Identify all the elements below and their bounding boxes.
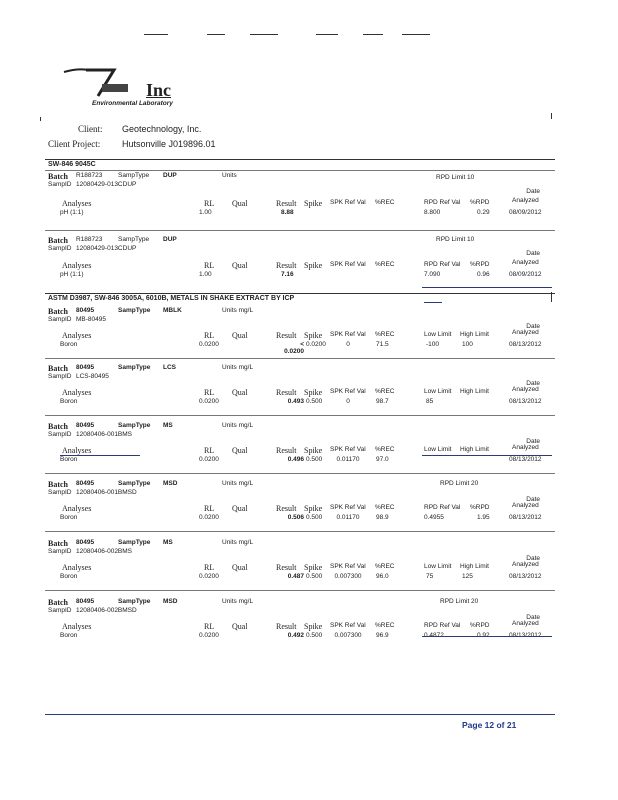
rpd-header: %RPD	[470, 504, 490, 511]
units-mgl: Units mg/L	[222, 422, 254, 429]
date-header-2: Analyzed	[512, 386, 539, 393]
samptype-label: SampType	[118, 539, 151, 546]
analyte-cell: Boron	[60, 573, 78, 580]
batch-label: Batch	[48, 539, 68, 548]
samptype-value: DUP	[163, 172, 177, 179]
rl-header: RL	[204, 563, 215, 572]
result-cell: 7.16	[281, 271, 294, 278]
samptype-label: SampType	[118, 364, 151, 371]
spike-header: Spike	[304, 199, 323, 208]
rec-cell: 98.9	[376, 514, 389, 521]
rec-header: %REC	[375, 331, 395, 338]
units-mgl: Units mg/L	[222, 539, 254, 546]
rl-cell: 0.0200	[199, 632, 219, 639]
result-header: Result	[276, 261, 297, 270]
date-header-1: Date	[526, 555, 540, 562]
rpd-limit: RPD Limit 10	[436, 236, 475, 243]
batch-value: 80495	[76, 307, 95, 314]
date-header-1: Date	[526, 438, 540, 445]
low-cell: 75	[426, 573, 434, 580]
high-header: High Limit	[460, 563, 489, 570]
block-rule	[45, 415, 555, 416]
batch-value: R188723	[76, 172, 103, 179]
result-header: Result	[276, 199, 297, 208]
rl-cell: 0.0200	[199, 398, 219, 405]
batch-value: 80495	[76, 364, 95, 371]
rpd-header: %RPD	[470, 261, 490, 268]
date-header-1: Date	[526, 380, 540, 387]
samptype-label: SampType	[118, 307, 151, 314]
spike-header: Spike	[304, 388, 323, 397]
high-header: High Limit	[460, 446, 489, 453]
date-header-1: Date	[526, 188, 540, 195]
sampid-value: LCS-80495	[76, 373, 109, 380]
sampid-value: 12080429-013CDUP	[76, 245, 137, 252]
rec-cell: 71.5	[376, 341, 389, 348]
result-cell: 0.493	[287, 398, 304, 405]
spkref-header: SPK Ref Val	[330, 261, 366, 268]
analyses-header: Analyses	[62, 504, 92, 513]
rl-header: RL	[204, 199, 215, 208]
spike-header: Spike	[304, 331, 323, 340]
qual-header: Qual	[232, 331, 248, 340]
top-mark-5	[363, 34, 383, 35]
date-cell: 08/13/2012	[509, 398, 542, 405]
rl-cell: 0.0200	[199, 573, 219, 580]
rpdref-header: RPD Ref Val	[424, 261, 461, 268]
result-header: Result	[276, 388, 297, 397]
rec-header: %REC	[375, 563, 395, 570]
samptype-value: MBLK	[163, 307, 182, 314]
date-header-2: Analyzed	[512, 502, 539, 509]
rpdref-cell: 7.090	[424, 271, 441, 278]
date-header-1: Date	[526, 614, 540, 621]
sampid-label: SampID	[48, 431, 72, 438]
spkref-cell: 0.007300	[334, 573, 362, 580]
analyte-cell: Boron	[60, 398, 78, 405]
samptype-value: MS	[163, 422, 173, 429]
high-cell: 100	[462, 341, 473, 348]
rpd-header: %RPD	[470, 622, 490, 629]
spike-header: Spike	[304, 446, 323, 455]
section-rule	[45, 293, 555, 294]
rl-cell: 0.0200	[199, 456, 219, 463]
rl-cell: 1.00	[199, 209, 212, 216]
low-cell: 85	[426, 398, 434, 405]
high-header: High Limit	[460, 331, 489, 338]
samptype-value: MSD	[163, 598, 178, 605]
rec-cell: 97.0	[376, 456, 389, 463]
result-cell: < 0.0200	[284, 341, 304, 355]
sampid-label: SampID	[48, 548, 72, 555]
spike-header: Spike	[304, 504, 323, 513]
spkref-cell: 0	[346, 398, 350, 405]
section-rule	[45, 159, 555, 160]
batch-value: R188723	[76, 236, 103, 243]
sampid-label: SampID	[48, 316, 72, 323]
samptype-value: DUP	[163, 236, 177, 243]
result-cell: 8.88	[281, 209, 294, 216]
rec-cell: 96.9	[376, 632, 389, 639]
qual-header: Qual	[232, 622, 248, 631]
rpd-cell: 0.29	[477, 209, 490, 216]
analyses-header: Analyses	[62, 622, 92, 631]
sampid-label: SampID	[48, 181, 72, 188]
block-rule	[422, 287, 552, 288]
qual-header: Qual	[232, 446, 248, 455]
samptype-value: MSD	[163, 480, 178, 487]
rl-header: RL	[204, 622, 215, 631]
units-mgl: Units mg/L	[222, 307, 254, 314]
rpd-cell: 0.96	[477, 271, 490, 278]
units-mgl: Units mg/L	[222, 364, 254, 371]
spike-header: Spike	[304, 563, 323, 572]
qual-header: Qual	[232, 261, 248, 270]
date-cell: 08/09/2012	[509, 271, 542, 278]
block-rule	[45, 358, 555, 359]
date-header-2: Analyzed	[512, 444, 539, 451]
date-cell: 08/09/2012	[509, 209, 542, 216]
qual-header: Qual	[232, 563, 248, 572]
spkref-cell: 0.007300	[334, 632, 362, 639]
top-mark-6	[402, 34, 430, 35]
qual-header: Qual	[232, 388, 248, 397]
date-header-2: Analyzed	[512, 620, 539, 627]
rl-header: RL	[204, 261, 215, 270]
spike-header: Spike	[304, 261, 323, 270]
spike-cell: 0.500	[306, 398, 323, 405]
samptype-label: SampType	[118, 480, 151, 487]
rpdref-cell: 8.800	[424, 209, 441, 216]
sampid-label: SampID	[48, 245, 72, 252]
page-number: Page 12 of 21	[462, 720, 517, 730]
analyte-cell: pH (1:1)	[60, 209, 84, 216]
company-name: Inc	[146, 80, 172, 100]
analyte-cell: Boron	[60, 514, 78, 521]
spike-header: Spike	[304, 622, 323, 631]
samptype-label: SampType	[118, 236, 150, 243]
date-header-2: Analyzed	[512, 329, 539, 336]
date-cell: 08/13/2012	[509, 573, 542, 580]
rpd-limit: RPD Limit 20	[440, 598, 479, 605]
batch-value: 80495	[76, 598, 95, 605]
sampid-value: MB-80495	[76, 316, 106, 323]
rec-header: %REC	[375, 199, 395, 206]
spkref-header: SPK Ref Val	[330, 622, 366, 629]
top-mark-1	[144, 34, 168, 35]
spike-cell: 0.500	[306, 632, 323, 639]
rpd-limit: RPD Limit 20	[440, 480, 479, 487]
qual-header: Qual	[232, 504, 248, 513]
date-header-1: Date	[526, 496, 540, 503]
rec-header: %REC	[375, 504, 395, 511]
result-header: Result	[276, 563, 297, 572]
high-header: High Limit	[460, 388, 489, 395]
date-cell: 08/13/2012	[509, 341, 542, 348]
spkref-header: SPK Ref Val	[330, 388, 366, 395]
section-title: ASTM D3987, SW-846 3005A, 6010B, METALS IN SHAKE EXTRACT BY ICP	[48, 295, 295, 302]
batch-label: Batch	[48, 172, 68, 181]
rl-cell: 0.0200	[199, 514, 219, 521]
block-rule	[45, 230, 555, 231]
sampid-value: 12080406-002BMSD	[76, 607, 137, 614]
sampid-value: 12080406-001BMSD	[76, 489, 137, 496]
spike-cell: 0.500	[306, 573, 323, 580]
rl-cell: 0.0200	[199, 341, 219, 348]
rl-cell: 1.00	[199, 271, 212, 278]
analyses-header: Analyses	[62, 199, 92, 208]
result-cell: 0.487	[287, 573, 304, 580]
rl-header: RL	[204, 388, 215, 397]
rpdref-header: RPD Ref Val	[424, 622, 461, 629]
batch-label: Batch	[48, 598, 68, 607]
result-header: Result	[276, 446, 297, 455]
analyte-cell: pH (1:1)	[60, 271, 84, 278]
analyses-header: Analyses	[62, 261, 92, 270]
section-underline	[45, 170, 555, 171]
block-rule	[45, 531, 555, 532]
spkref-cell: 0.01170	[336, 456, 360, 463]
batch-label: Batch	[48, 480, 68, 489]
sampid-label: SampID	[48, 607, 72, 614]
mark-line	[422, 455, 552, 456]
batch-value: 80495	[76, 422, 95, 429]
spkref-header: SPK Ref Val	[330, 563, 366, 570]
samptype-label: SampType	[118, 598, 151, 605]
analyte-cell: Boron	[60, 632, 78, 639]
result-header: Result	[276, 622, 297, 631]
rec-header: %REC	[375, 446, 395, 453]
spkref-header: SPK Ref Val	[330, 446, 366, 453]
low-header: Low Limit	[424, 331, 452, 338]
date-header-1: Date	[526, 323, 540, 330]
rl-header: RL	[204, 446, 215, 455]
block-rule	[45, 590, 555, 591]
rec-cell: 98.7	[376, 398, 389, 405]
rpdref-header: RPD Ref Val	[424, 199, 461, 206]
rpdref-header: RPD Ref Val	[424, 504, 461, 511]
rpd-header: %RPD	[470, 199, 490, 206]
batch-value: 80495	[76, 539, 95, 546]
low-cell: -100	[426, 341, 440, 348]
spike-cell: 0.500	[306, 514, 323, 521]
sampid-value: 12080429-013CDUP	[76, 181, 137, 188]
date-cell: 08/13/2012	[509, 514, 542, 521]
rpd-cell: 1.95	[477, 514, 490, 521]
date-header-2: Analyzed	[512, 197, 539, 204]
rec-header: %REC	[375, 388, 395, 395]
rec-cell: 96.0	[376, 573, 389, 580]
spike-cell: 0.500	[306, 456, 323, 463]
date-header-1: Date	[526, 250, 540, 257]
spike-cell: 0.0200	[306, 341, 326, 348]
units-mgl: Units mg/L	[222, 480, 254, 487]
mark-line	[60, 455, 140, 456]
batch-label: Batch	[48, 364, 68, 373]
samptype-label: SampType	[118, 172, 150, 179]
units-mgl: Units mg/L	[222, 598, 254, 605]
client-label: Client:	[78, 124, 103, 134]
qual-header: Qual	[232, 199, 248, 208]
margin-tick	[40, 117, 41, 121]
spkref-header: SPK Ref Val	[330, 504, 366, 511]
date-cell: 08/13/2012	[509, 456, 542, 463]
mark-line	[422, 636, 552, 637]
batch-label: Batch	[48, 307, 68, 316]
units-label: Units	[222, 172, 237, 179]
top-mark-3	[250, 34, 278, 35]
rec-header: %REC	[375, 261, 395, 268]
rl-header: RL	[204, 504, 215, 513]
block-rule	[45, 473, 555, 474]
batch-value: 80495	[76, 480, 95, 487]
spkref-header: SPK Ref Val	[330, 331, 366, 338]
sampid-value: 12080406-002BMS	[76, 548, 133, 555]
analyses-header: Analyses	[62, 331, 92, 340]
section-mark	[424, 302, 442, 303]
analyses-header: Analyses	[62, 563, 92, 572]
analyses-header: Analyses	[62, 446, 92, 455]
date-header-2: Analyzed	[512, 561, 539, 568]
sampid-label: SampID	[48, 489, 72, 496]
sampid-label: SampID	[48, 373, 72, 380]
result-header: Result	[276, 504, 297, 513]
result-cell: 0.492	[287, 632, 304, 639]
rec-header: %REC	[375, 622, 395, 629]
result-cell: 0.496	[287, 456, 304, 463]
rpd-limit: RPD Limit 10	[436, 174, 475, 181]
top-mark-4	[316, 34, 338, 35]
date-header-2: Analyzed	[512, 259, 539, 266]
low-header: Low Limit	[424, 388, 452, 395]
footer-rule	[45, 714, 555, 715]
batch-label: Batch	[48, 236, 68, 245]
client-value: Geotechnology, Inc.	[122, 124, 202, 134]
analyte-cell: Boron	[60, 341, 78, 348]
spkref-cell: 0	[346, 341, 350, 348]
result-cell: 0.506	[287, 514, 304, 521]
rpdref-cell: 0.4955	[424, 514, 444, 521]
low-header: Low Limit	[424, 446, 452, 453]
spkref-cell: 0.01170	[336, 514, 360, 521]
spkref-header: SPK Ref Val	[330, 199, 366, 206]
sampid-value: 12080406-001BMS	[76, 431, 133, 438]
margin-tick	[551, 292, 552, 302]
company-subtitle: Environmental Laboratory	[92, 100, 173, 107]
section-title: SW-846 9045C	[48, 161, 96, 168]
top-mark-2	[207, 34, 225, 35]
low-header: Low Limit	[424, 563, 452, 570]
batch-label: Batch	[48, 422, 68, 431]
analyses-header: Analyses	[62, 388, 92, 397]
margin-tick	[551, 113, 552, 119]
analyte-cell: Boron	[60, 456, 78, 463]
high-cell: 125	[462, 573, 473, 580]
rl-header: RL	[204, 331, 215, 340]
project-label: Client Project:	[48, 139, 101, 149]
project-value: Hutsonville J019896.01	[122, 139, 216, 149]
result-header: Result	[276, 331, 297, 340]
samptype-label: SampType	[118, 422, 151, 429]
samptype-value: LCS	[163, 364, 176, 371]
samptype-value: MS	[163, 539, 173, 546]
